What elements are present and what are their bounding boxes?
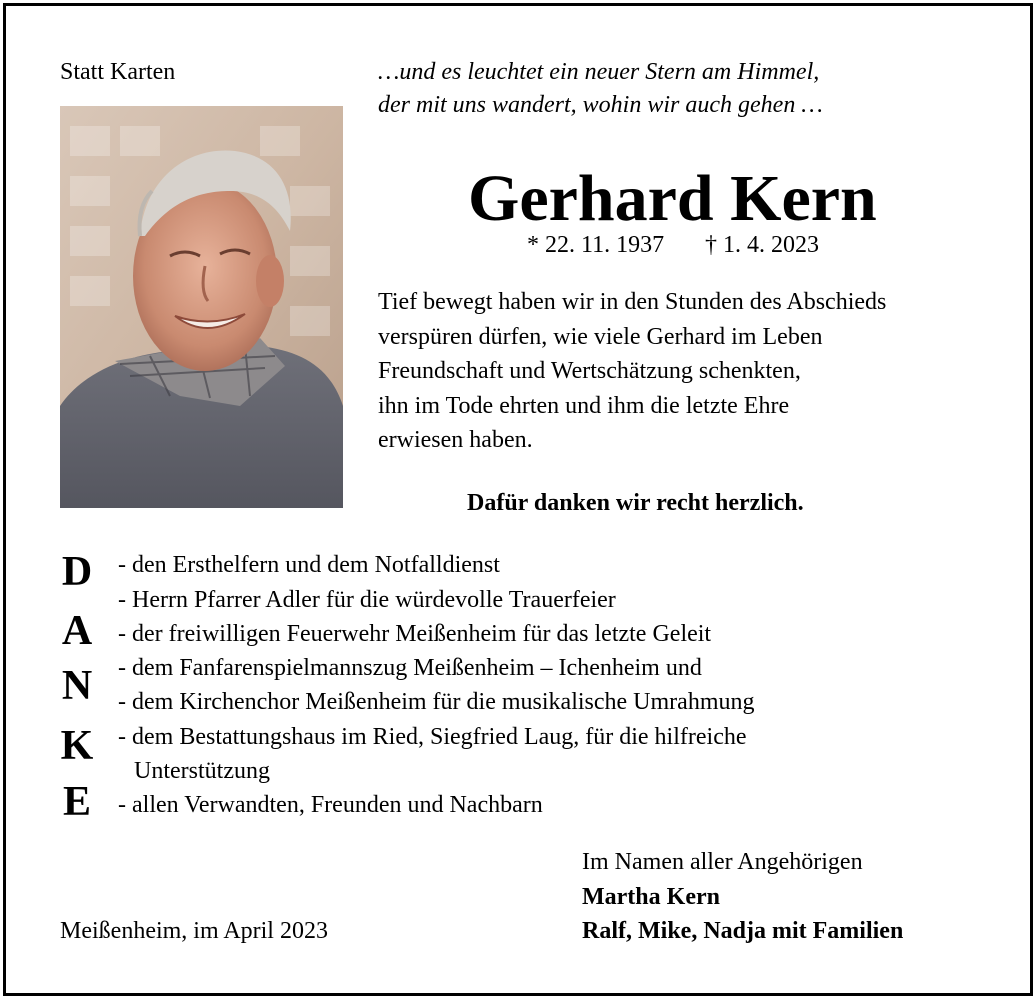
danke-letter-k: K: [60, 723, 94, 769]
message-line-3: Freundschaft und Wertschätzung schenkten,: [378, 358, 801, 384]
thanks-item-6-continued: Unterstützung: [134, 758, 270, 784]
birth-date: * 22. 11. 1937: [527, 232, 665, 258]
thanks-item-7: - allen Verwandten, Freunden und Nachbarn: [118, 792, 543, 818]
thanks-item-4: - dem Fanfarenspielmannszug Meißenheim – Ichenheim und: [118, 655, 702, 681]
thanks-item-1: - den Ersthelfern und dem Notfalldienst: [118, 552, 500, 578]
message-line-4: ihn im Tode ehrten und ihm die letzte Ehre: [378, 393, 790, 419]
danke-letter-d: D: [61, 549, 93, 595]
message-line-5: erwiesen haben.: [378, 427, 533, 453]
thanks-item-5: - dem Kirchenchor Meißenheim für die musikalische Umrahmung: [118, 689, 755, 715]
place-date: Meißenheim, im April 2023: [60, 918, 328, 944]
death-date: † 1. 4. 2023: [705, 232, 819, 258]
deceased-name: Gerhard Kern: [468, 162, 877, 235]
danke-letter-a: A: [61, 608, 93, 654]
message-line-2: verspüren dürfen, wie viele Gerhard im Leben: [378, 324, 823, 350]
message-line-1: Tief bewegt haben wir in den Stunden des Abschieds: [378, 289, 887, 315]
thanks-item-6: - dem Bestattungshaus im Ried, Siegfried Laug, für die hilfreiche: [118, 724, 747, 750]
thanks-item-3: - der freiwilligen Feuerwehr Meißenheim für das letzte Geleit: [118, 621, 712, 647]
thanks-line: Dafür danken wir recht herzlich.: [467, 490, 804, 516]
statt-karten-label: Statt Karten: [60, 59, 176, 85]
danke-letter-e: E: [62, 779, 91, 825]
portrait-photo: [60, 106, 343, 508]
signer-martha: Martha Kern: [582, 884, 720, 910]
danke-letter-n: N: [61, 663, 93, 709]
signer-family: Ralf, Mike, Nadja mit Familien: [582, 918, 904, 944]
quote-line-2: der mit uns wandert, wohin wir auch gehen …: [378, 92, 823, 118]
thanks-item-2: - Herrn Pfarrer Adler für die würdevolle Trauerfeier: [118, 587, 616, 613]
quote-line-1: …und es leuchtet ein neuer Stern am Himmel,: [378, 59, 820, 85]
on-behalf-line: Im Namen aller Angehörigen: [582, 849, 863, 875]
